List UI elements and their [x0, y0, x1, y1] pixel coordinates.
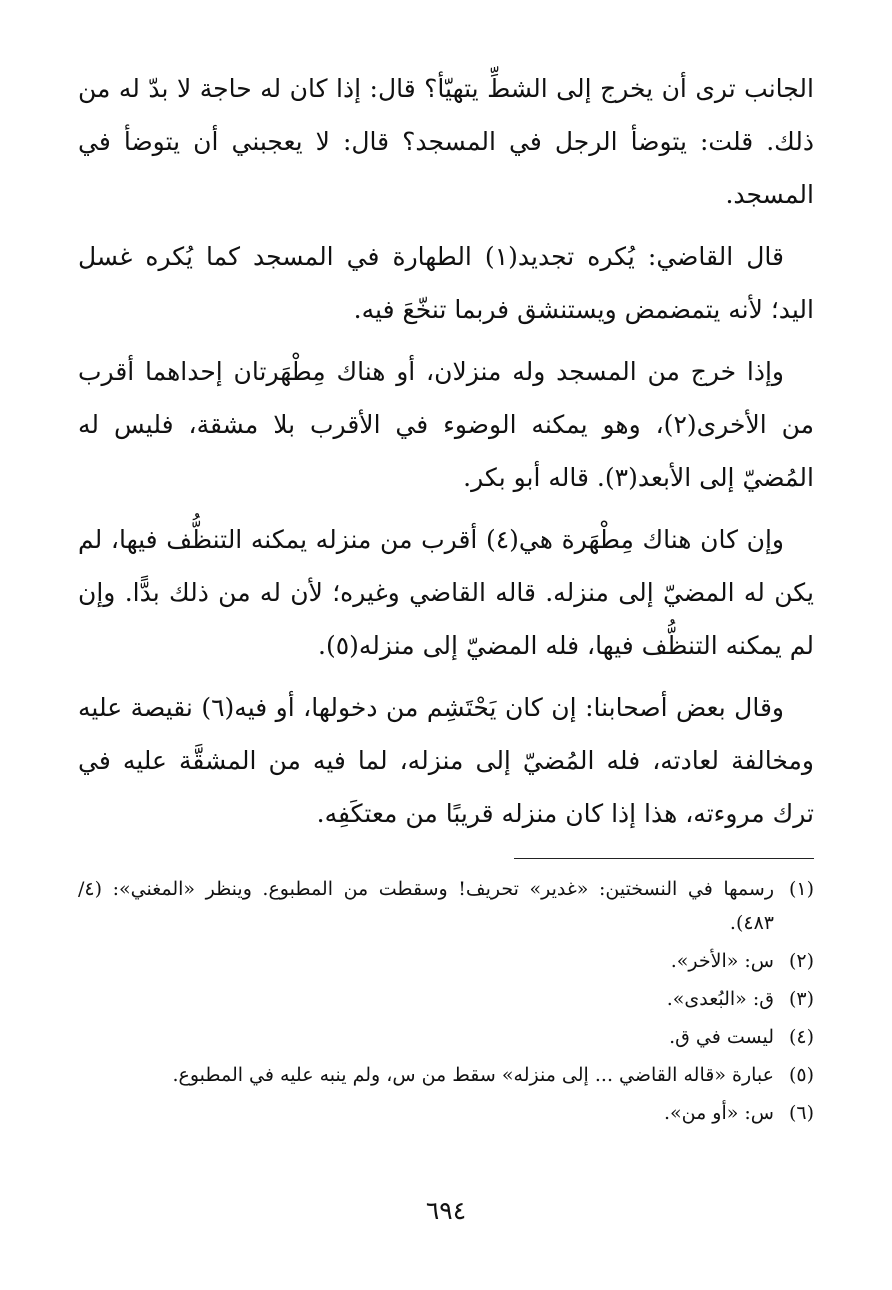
footnote-text: ليست في ق.	[669, 1026, 774, 1048]
footnote-number: (٣)	[788, 988, 814, 1010]
footnote-text: س: «أو من».	[663, 1102, 774, 1124]
footnote	[78, 1096, 814, 1130]
footnote	[78, 982, 814, 1016]
footnote-divider	[514, 858, 814, 859]
paragraph: وإن كان هناك مِطْهَرة هي(٤) أقرب من منزله يمكنه التنظُّف فيها، لم يكن له المضيّ إلى منزله. قاله القاضي وغيره؛ لأن له من ذلك بدًّا. وإن لم يمكنه التنظُّف فيها، فله المضيّ إلى منزله(٥).	[78, 525, 814, 660]
footnote-number: (٤)	[788, 1026, 814, 1048]
footnote	[78, 1058, 814, 1092]
footnote-number: (١)	[788, 878, 814, 900]
footnote	[78, 1020, 814, 1054]
footnote	[78, 944, 814, 978]
footnote-number: (٥)	[788, 1064, 814, 1086]
paragraph: وقال بعض أصحابنا: إن كان يَحْتَشِم من دخولها، أو فيه(٦) نقيصة عليه ومخالفة لعادته، فله المُضيّ إلى منزله، لما فيه من المشقَّة عليه في ترك مروءته، هذا إذا كان منزله قريبًا من معتكَفِه.	[78, 693, 814, 828]
footnote	[78, 872, 814, 940]
paragraph: وإذا خرج من المسجد وله منزلان، أو هناك مِطْهَرتان إحداهما أقرب من الأخرى(٢)، وهو يمكنه الوضوء في الأقرب بلا مشقة، فليس له المُضيّ إلى الأبعد(٣). قاله أبو بكر.	[78, 357, 814, 492]
paragraph: قال القاضي: يُكره تجديد(١) الطهارة في المسجد كما يُكره غسل اليد؛ لأنه يتمضمض ويستنشق فربما تنخّعَ فيه.	[78, 242, 814, 324]
footnote-number: (٢)	[788, 950, 814, 972]
footnote-text: س: «الأخر».	[670, 950, 774, 972]
main-text	[78, 62, 814, 849]
page-number: ٦٩٤	[425, 1196, 467, 1225]
footnote-text: عبارة «قاله القاضي ... إلى منزله» سقط من س، ولم ينبه عليه في المطبوع.	[172, 1064, 774, 1086]
footnotes	[78, 872, 814, 1134]
footnote-text: رسمها في النسختين: «غدير» تحريف! وسقطت من المطبوع. وينظر «المغني»: (٤/ ٤٨٣).	[78, 878, 774, 934]
footnote-text: ق: «البُعدى».	[666, 988, 774, 1010]
paragraph: الجانب ترى أن يخرج إلى الشطِّ يتهيّأ؟ قال: إذا كان له حاجة لا بدّ له من ذلك. قلت: يتوضأ الرجل في المسجد؟ قال: لا يعجبني أن يتوضأ في المسجد.	[78, 74, 814, 209]
footnote-number: (٦)	[788, 1102, 814, 1124]
